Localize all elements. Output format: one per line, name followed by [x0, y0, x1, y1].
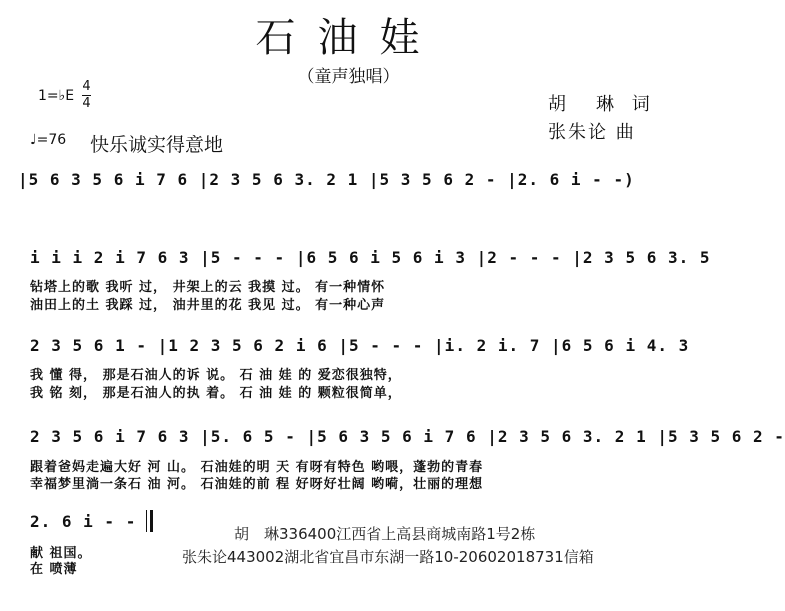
lyric-row-4-verse-2: 幸福梦里淌一条石 油 河。 石油娃的前 程 好呀好壮阔 哟嗬，壮丽的理想	[30, 477, 484, 492]
lyric-row-4-verse-1: 跟着爸妈走遍大好 河 山。 石油娃的明 天 有呀有特色 哟喂，蓬勃的青春	[30, 460, 484, 475]
lyric-row-3-verse-1: 我 懂 得， 那是石油人的诉 说。 石 油 娃 的 爱恋很独特，	[30, 368, 402, 383]
lyric-row-5-verse-1: 献 祖国。	[30, 546, 92, 561]
meter-bottom: 4	[82, 96, 91, 111]
notation-row-2: i i i 2 i 7 6 3 |5 - - - |6 5 6 i 5 6 i 3 |2 - - - |2 3 5 6 3. 5	[30, 248, 711, 267]
lyric-row-5-verse-2: 在 喷薄	[30, 562, 78, 577]
lyric-row-2-verse-1: 钻塔上的歌 我听 过， 井架上的云 我摸 过。 有一种情怀	[30, 280, 386, 295]
lyricist-address: 胡 琳336400江西省上高县商城南路1号2栋	[234, 525, 536, 543]
time-signature	[82, 80, 91, 111]
notation-row-3: 2 3 5 6 1 - |1 2 3 5 6 2 i 6 |5 - - - |i. 2 i. 7 |6 5 6 i 4. 3	[30, 336, 690, 355]
tempo-marking: ♩=76	[30, 132, 67, 148]
lyric-row-2-verse-2: 油田上的土 我踩 过， 油井里的花 我见 过。 有一种心声	[30, 298, 386, 313]
notation-row-4: 2 3 5 6 i 7 6 3 |5. 6 5 - |5 6 3 5 6 i 7 6 |2 3 5 6 3. 2 1 |5 3 5 6 2 -	[30, 427, 785, 446]
notation-row-1: |5 6 3 5 6 i 7 6 |2 3 5 6 3. 2 1 |5 3 5 6 2 - |2. 6 i - -)	[18, 170, 635, 189]
final-barline-thin	[146, 510, 147, 532]
key-signature: 1=♭E	[38, 88, 75, 104]
lyricist-credit: 胡 琳 词	[548, 94, 656, 115]
meter-top: 4	[82, 79, 91, 94]
song-subtitle: （童声独唱）	[297, 67, 400, 87]
final-barline-thick	[150, 510, 153, 532]
notation-row-5: 2. 6 i - -	[30, 512, 137, 531]
composer-credit: 张朱论 曲	[548, 122, 636, 143]
composer-address: 张朱论443002湖北省宜昌市东湖一路10-20602018731信箱	[182, 548, 594, 566]
song-title: 石油娃	[255, 15, 442, 61]
lyric-row-3-verse-2: 我 铭 刻， 那是石油人的执 着。 石 油 娃 的 颗粒很简单，	[30, 386, 402, 401]
expression-marking: 快乐诚实得意地	[90, 134, 224, 156]
